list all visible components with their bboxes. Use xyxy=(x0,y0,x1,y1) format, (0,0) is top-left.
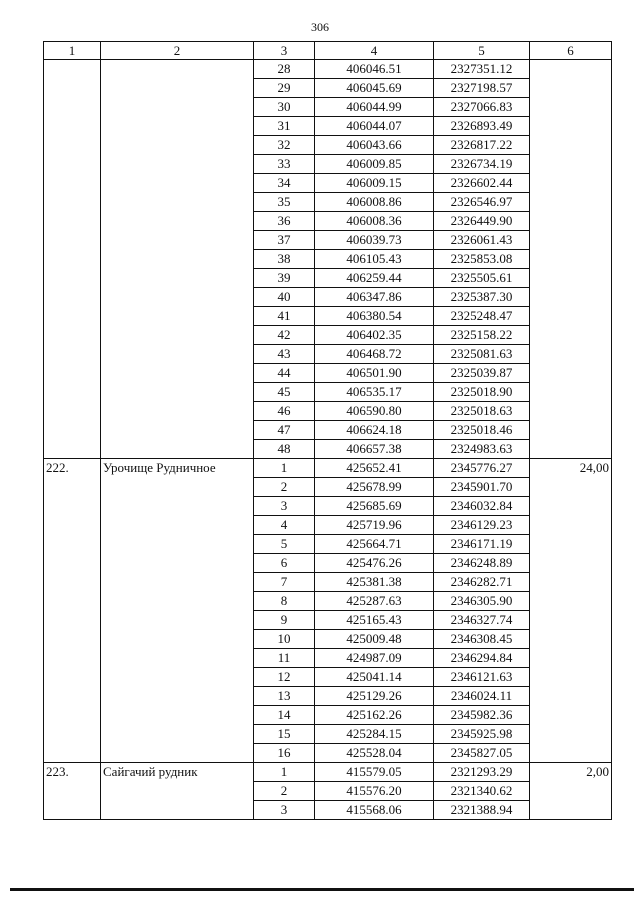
coordinate-y: 2345901.70 xyxy=(434,478,530,497)
coordinate-x: 425162.26 xyxy=(315,706,434,725)
coordinate-y: 2345982.36 xyxy=(434,706,530,725)
table-row xyxy=(44,459,612,478)
point-number: 28 xyxy=(254,60,315,79)
coordinate-x: 406259.44 xyxy=(315,269,434,288)
coordinate-x: 406590.80 xyxy=(315,402,434,421)
coordinate-x: 406624.18 xyxy=(315,421,434,440)
point-number: 33 xyxy=(254,155,315,174)
coordinate-x: 406044.99 xyxy=(315,98,434,117)
coordinate-x: 406657.38 xyxy=(315,440,434,459)
coordinate-y: 2346305.90 xyxy=(434,592,530,611)
object-name: Сайгачий рудник xyxy=(101,763,254,820)
point-number: 13 xyxy=(254,687,315,706)
point-number: 9 xyxy=(254,611,315,630)
table-row xyxy=(44,763,612,782)
coordinate-y: 2325248.47 xyxy=(434,307,530,326)
header-cell-6: 6 xyxy=(530,42,612,60)
coordinate-y: 2327066.83 xyxy=(434,98,530,117)
coordinate-x: 425678.99 xyxy=(315,478,434,497)
table-row xyxy=(44,60,612,79)
coordinate-x: 425287.63 xyxy=(315,592,434,611)
coordinates-table xyxy=(43,41,612,820)
object-number xyxy=(44,60,101,459)
coordinate-x: 425719.96 xyxy=(315,516,434,535)
coordinate-x: 415576.20 xyxy=(315,782,434,801)
coordinate-y: 2326602.44 xyxy=(434,174,530,193)
coordinate-x: 406044.07 xyxy=(315,117,434,136)
coordinate-x: 406380.54 xyxy=(315,307,434,326)
coordinate-y: 2325853.08 xyxy=(434,250,530,269)
header-cell-1: 1 xyxy=(44,42,101,60)
coordinate-x: 406009.85 xyxy=(315,155,434,174)
coordinate-x: 406535.17 xyxy=(315,383,434,402)
coordinate-x: 406039.73 xyxy=(315,231,434,250)
point-number: 7 xyxy=(254,573,315,592)
point-number: 30 xyxy=(254,98,315,117)
coordinate-y: 2345776.27 xyxy=(434,459,530,478)
coordinate-y: 2346248.89 xyxy=(434,554,530,573)
point-number: 12 xyxy=(254,668,315,687)
header-cell-2: 2 xyxy=(101,42,254,60)
point-number: 2 xyxy=(254,782,315,801)
coordinate-y: 2346032.84 xyxy=(434,497,530,516)
point-number: 34 xyxy=(254,174,315,193)
page-number: 306 xyxy=(311,20,329,34)
coordinate-y: 2326817.22 xyxy=(434,136,530,155)
coordinate-x: 406008.86 xyxy=(315,193,434,212)
point-number: 42 xyxy=(254,326,315,345)
coordinate-y: 2345925.98 xyxy=(434,725,530,744)
point-number: 41 xyxy=(254,307,315,326)
coordinate-y: 2325081.63 xyxy=(434,345,530,364)
coordinate-y: 2324983.63 xyxy=(434,440,530,459)
coordinate-y: 2346129.23 xyxy=(434,516,530,535)
coordinate-y: 2325018.63 xyxy=(434,402,530,421)
coordinate-y: 2346308.45 xyxy=(434,630,530,649)
coordinate-x: 406468.72 xyxy=(315,345,434,364)
table-body xyxy=(44,60,612,820)
coordinate-y: 2346024.11 xyxy=(434,687,530,706)
object-area xyxy=(530,60,612,459)
coordinate-y: 2346282.71 xyxy=(434,573,530,592)
coordinate-y: 2325039.87 xyxy=(434,364,530,383)
coordinate-y: 2326893.49 xyxy=(434,117,530,136)
point-number: 4 xyxy=(254,516,315,535)
coordinate-y: 2326734.19 xyxy=(434,155,530,174)
point-number: 11 xyxy=(254,649,315,668)
point-number: 1 xyxy=(254,459,315,478)
point-number: 15 xyxy=(254,725,315,744)
header-row xyxy=(44,42,612,60)
coordinate-x: 425165.43 xyxy=(315,611,434,630)
point-number: 6 xyxy=(254,554,315,573)
point-number: 29 xyxy=(254,79,315,98)
coordinate-y: 2327351.12 xyxy=(434,60,530,79)
point-number: 16 xyxy=(254,744,315,763)
coordinate-y: 2345827.05 xyxy=(434,744,530,763)
coordinate-x: 415568.06 xyxy=(315,801,434,820)
coordinate-x: 406043.66 xyxy=(315,136,434,155)
coordinate-x: 406045.69 xyxy=(315,79,434,98)
coordinate-y: 2346121.63 xyxy=(434,668,530,687)
coordinate-x: 425685.69 xyxy=(315,497,434,516)
coordinate-x: 406105.43 xyxy=(315,250,434,269)
coordinate-x: 424987.09 xyxy=(315,649,434,668)
point-number: 32 xyxy=(254,136,315,155)
object-area: 2,00 xyxy=(530,763,612,820)
coordinate-x: 425652.41 xyxy=(315,459,434,478)
header-cell-3: 3 xyxy=(254,42,315,60)
bottom-rule xyxy=(10,888,634,891)
point-number: 3 xyxy=(254,801,315,820)
coordinate-y: 2321293.29 xyxy=(434,763,530,782)
coordinate-y: 2346327.74 xyxy=(434,611,530,630)
coordinate-y: 2326449.90 xyxy=(434,212,530,231)
coordinate-y: 2327198.57 xyxy=(434,79,530,98)
coordinate-x: 406046.51 xyxy=(315,60,434,79)
object-area: 24,00 xyxy=(530,459,612,763)
coordinate-y: 2325018.90 xyxy=(434,383,530,402)
coordinate-x: 415579.05 xyxy=(315,763,434,782)
point-number: 10 xyxy=(254,630,315,649)
coordinate-y: 2326061.43 xyxy=(434,231,530,250)
coordinate-x: 425284.15 xyxy=(315,725,434,744)
point-number: 39 xyxy=(254,269,315,288)
coordinate-y: 2325158.22 xyxy=(434,326,530,345)
coordinate-y: 2325505.61 xyxy=(434,269,530,288)
coordinate-y: 2321340.62 xyxy=(434,782,530,801)
coordinate-y: 2346294.84 xyxy=(434,649,530,668)
header-cell-5: 5 xyxy=(434,42,530,60)
point-number: 46 xyxy=(254,402,315,421)
object-name: Урочище Рудничное xyxy=(101,459,254,763)
coordinate-x: 406402.35 xyxy=(315,326,434,345)
coordinate-x: 406347.86 xyxy=(315,288,434,307)
point-number: 3 xyxy=(254,497,315,516)
coordinate-x: 406501.90 xyxy=(315,364,434,383)
point-number: 44 xyxy=(254,364,315,383)
point-number: 14 xyxy=(254,706,315,725)
coordinate-x: 425381.38 xyxy=(315,573,434,592)
point-number: 40 xyxy=(254,288,315,307)
point-number: 5 xyxy=(254,535,315,554)
point-number: 45 xyxy=(254,383,315,402)
coordinate-x: 425009.48 xyxy=(315,630,434,649)
point-number: 47 xyxy=(254,421,315,440)
coordinate-x: 406009.15 xyxy=(315,174,434,193)
point-number: 38 xyxy=(254,250,315,269)
coordinate-x: 425476.26 xyxy=(315,554,434,573)
coordinate-y: 2321388.94 xyxy=(434,801,530,820)
point-number: 48 xyxy=(254,440,315,459)
coordinate-x: 425664.71 xyxy=(315,535,434,554)
point-number: 8 xyxy=(254,592,315,611)
point-number: 1 xyxy=(254,763,315,782)
coordinate-y: 2325387.30 xyxy=(434,288,530,307)
point-number: 37 xyxy=(254,231,315,250)
coordinate-x: 425041.14 xyxy=(315,668,434,687)
point-number: 43 xyxy=(254,345,315,364)
point-number: 35 xyxy=(254,193,315,212)
coordinate-x: 425129.26 xyxy=(315,687,434,706)
point-number: 31 xyxy=(254,117,315,136)
coordinate-y: 2346171.19 xyxy=(434,535,530,554)
object-name xyxy=(101,60,254,459)
coordinate-y: 2326546.97 xyxy=(434,193,530,212)
coordinate-y: 2325018.46 xyxy=(434,421,530,440)
object-number: 222. xyxy=(44,459,101,763)
coordinate-x: 406008.36 xyxy=(315,212,434,231)
coordinate-x: 425528.04 xyxy=(315,744,434,763)
point-number: 2 xyxy=(254,478,315,497)
object-number: 223. xyxy=(44,763,101,820)
point-number: 36 xyxy=(254,212,315,231)
header-cell-4: 4 xyxy=(315,42,434,60)
